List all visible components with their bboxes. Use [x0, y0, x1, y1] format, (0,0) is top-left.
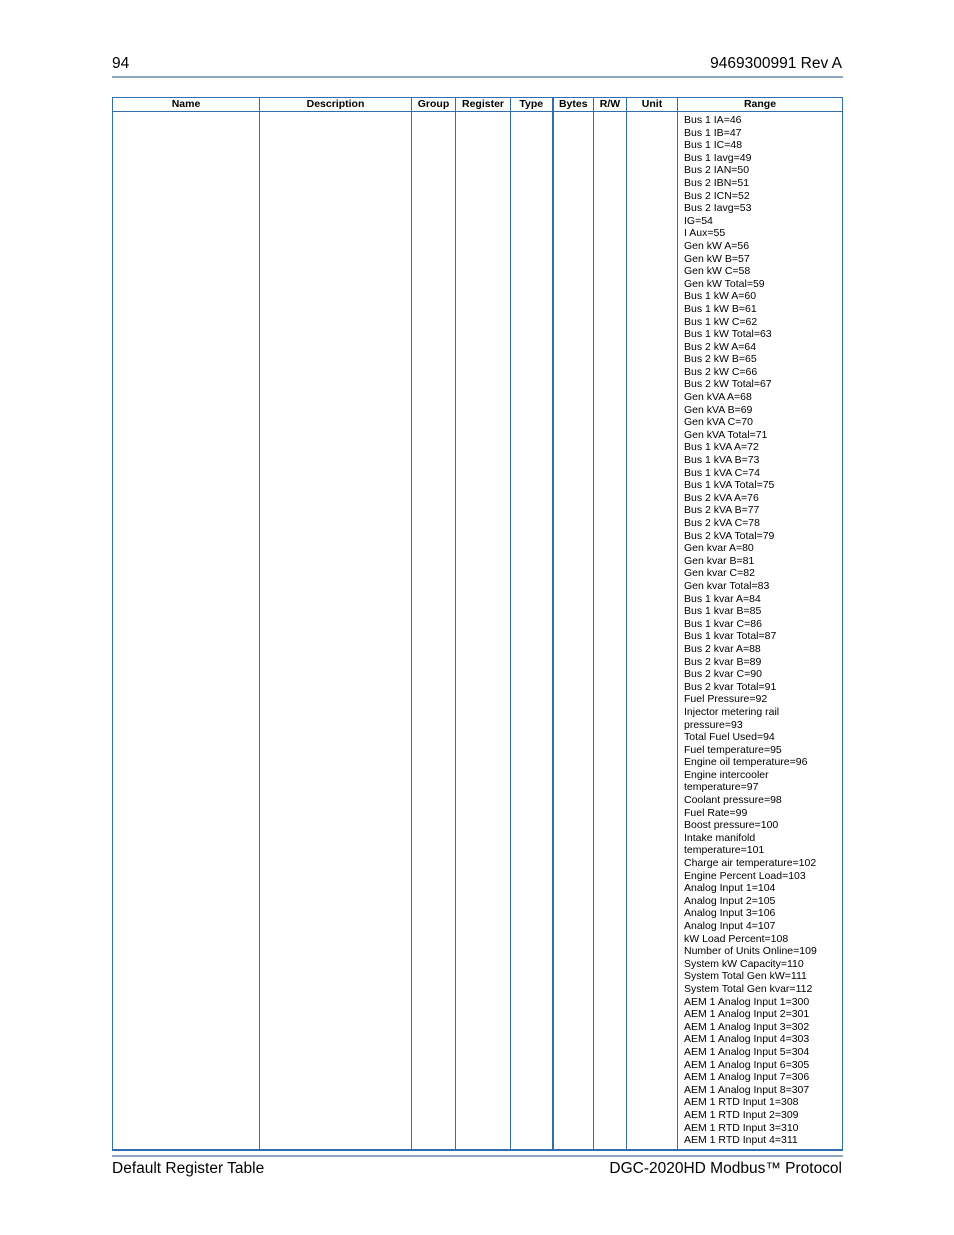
column-header-unit: Unit — [627, 98, 678, 112]
range-item: AEM 1 Analog Input 2=301 — [684, 1008, 810, 1021]
range-item: Analog Input 3=106 — [684, 907, 776, 920]
cell-name — [113, 112, 260, 1151]
range-item: Gen kvar C=82 — [684, 567, 755, 580]
column-header-description: Description — [260, 98, 412, 112]
cell-range — [678, 112, 843, 1151]
range-item: Bus 1 kVA A=72 — [684, 441, 759, 454]
range-item: Bus 1 kvar A=84 — [684, 592, 761, 605]
range-item: Analog Input 4=107 — [684, 920, 776, 932]
range-item: Bus 2 ICN=52 — [684, 189, 750, 202]
range-item: Gen kVA A=68 — [684, 391, 752, 404]
range-item: AEM 1 RTD Input 3=310 — [684, 1121, 799, 1134]
range-item: AEM 1 RTD Input 4=311 — [684, 1134, 798, 1147]
range-item: System Total Gen kW=111 — [684, 970, 807, 983]
column-header-register: Register — [456, 98, 511, 112]
cell-unit — [627, 112, 678, 1151]
range-item: Gen kW B=57 — [684, 252, 750, 265]
range-item: Bus 1 kVA B=73 — [684, 454, 760, 467]
range-item: Analog Input 1=104 — [684, 882, 776, 895]
range-list — [684, 114, 842, 1147]
range-item: pressure=93 — [684, 718, 743, 731]
range-item: Number of Units Online=109 — [684, 945, 817, 958]
range-item: Gen kvar Total=83 — [684, 579, 770, 592]
range-item: Bus 1 IA=46 — [684, 114, 742, 126]
range-item: Bus 2 IAN=50 — [684, 164, 750, 177]
range-item: Bus 1 kvar Total=87 — [684, 630, 777, 643]
range-item: IG=54 — [684, 214, 713, 227]
column-header-bytes: Bytes — [553, 98, 594, 112]
range-item: AEM 1 Analog Input 7=306 — [684, 1071, 810, 1084]
range-item: Gen kW A=56 — [684, 239, 750, 252]
range-item: System Total Gen kvar=112 — [684, 982, 813, 995]
range-item: Bus 2 kvar A=88 — [684, 642, 761, 655]
range-item: Bus 1 kW B=61 — [684, 302, 757, 315]
table-header-row — [113, 98, 843, 112]
document-id: 9469300991 Rev A — [710, 55, 842, 72]
column-header-rw: R/W — [594, 98, 627, 112]
range-item: Bus 1 kVA Total=75 — [684, 479, 775, 492]
range-item: AEM 1 Analog Input 1=300 — [684, 995, 810, 1008]
range-item: AEM 1 Analog Input 8=307 — [684, 1083, 810, 1096]
range-item: Bus 2 Iavg=53 — [684, 202, 752, 215]
column-header-name: Name — [113, 98, 260, 112]
column-header-group: Group — [412, 98, 456, 112]
range-item: Bus 2 kvar B=89 — [684, 655, 762, 668]
range-item: Bus 2 kvar Total=91 — [684, 680, 777, 693]
range-item: Fuel temperature=95 — [684, 743, 782, 756]
table-row — [113, 112, 843, 1151]
range-item: Charge air temperature=102 — [684, 857, 817, 870]
range-item: Bus 2 IBN=51 — [684, 176, 750, 189]
range-item: Engine intercooler — [684, 768, 769, 781]
range-item: Engine Percent Load=103 — [684, 869, 806, 882]
footer-rule — [112, 1155, 843, 1157]
range-item: Bus 2 kVA Total=79 — [684, 529, 775, 542]
range-item: Gen kVA C=70 — [684, 416, 753, 429]
range-item: Coolant pressure=98 — [684, 794, 782, 807]
range-item: Bus 2 kW A=64 — [684, 340, 757, 353]
range-item: Engine oil temperature=96 — [684, 756, 808, 769]
range-item: Bus 1 kW C=62 — [684, 315, 758, 328]
range-item: Total Fuel Used=94 — [684, 731, 775, 744]
cell-rw — [594, 112, 627, 1151]
page-header — [112, 55, 842, 77]
range-item: temperature=97 — [684, 781, 759, 794]
range-item: Gen kvar A=80 — [684, 542, 754, 555]
page-number: 94 — [112, 55, 130, 72]
range-item: Bus 1 IB=47 — [684, 126, 742, 139]
cell-register — [456, 112, 511, 1151]
range-item: Bus 1 Iavg=49 — [684, 151, 752, 164]
range-item: Bus 2 kVA B=77 — [684, 504, 760, 517]
range-item: Bus 1 IC=48 — [684, 139, 743, 152]
range-item: Bus 2 kW C=66 — [684, 365, 758, 378]
register-table — [112, 97, 843, 1151]
range-item: System kW Capacity=110 — [684, 957, 804, 970]
range-item: kW Load Percent=108 — [684, 932, 789, 945]
range-item: Gen kVA B=69 — [684, 403, 753, 416]
range-item: Bus 2 kVA C=78 — [684, 517, 760, 529]
cell-type — [511, 112, 553, 1151]
range-item: temperature=101 — [684, 844, 765, 857]
range-item: Injector metering rail — [684, 705, 780, 718]
range-item: Bus 1 kvar B=85 — [684, 605, 762, 618]
range-item: Gen kW Total=59 — [684, 277, 765, 290]
range-item: Gen kW C=58 — [684, 265, 751, 278]
range-item: Bus 2 kW Total=67 — [684, 378, 772, 391]
footer-section: Default Register Table — [112, 1160, 265, 1177]
cell-bytes — [553, 112, 594, 1151]
range-item: AEM 1 Analog Input 5=304 — [684, 1045, 810, 1058]
range-item: Gen kvar B=81 — [684, 554, 755, 567]
range-item: Intake manifold — [684, 831, 756, 844]
column-header-type: Type — [511, 98, 553, 112]
range-item: Bus 1 kW A=60 — [684, 290, 757, 303]
range-item: AEM 1 RTD Input 2=309 — [684, 1108, 799, 1121]
range-item: Bus 2 kvar C=90 — [684, 668, 762, 681]
range-item: Bus 1 kVA C=74 — [684, 466, 760, 479]
range-item: Bus 2 kVA A=76 — [684, 491, 759, 504]
range-item: Fuel Rate=99 — [684, 806, 748, 819]
page-footer — [112, 1160, 842, 1182]
range-item: Bus 2 kW B=65 — [684, 353, 757, 366]
range-item: AEM 1 RTD Input 1=308 — [684, 1096, 799, 1109]
range-item: AEM 1 Analog Input 3=302 — [684, 1020, 810, 1033]
range-item: Fuel Pressure=92 — [684, 693, 768, 706]
column-header-range: Range — [678, 98, 843, 112]
range-item: I Aux=55 — [684, 227, 726, 240]
range-item: Bus 1 kW Total=63 — [684, 328, 772, 341]
cell-description — [260, 112, 412, 1151]
range-item: AEM 1 Analog Input 6=305 — [684, 1058, 810, 1071]
range-item: AEM 1 Analog Input 4=303 — [684, 1033, 810, 1046]
header-rule — [112, 76, 843, 78]
range-item: Boost pressure=100 — [684, 819, 779, 832]
range-item: Gen kVA Total=71 — [684, 428, 768, 441]
footer-title: DGC-2020HD Modbus™ Protocol — [609, 1160, 842, 1177]
range-item: Analog Input 2=105 — [684, 894, 776, 907]
cell-group — [412, 112, 456, 1151]
range-item: Bus 1 kvar C=86 — [684, 617, 762, 630]
